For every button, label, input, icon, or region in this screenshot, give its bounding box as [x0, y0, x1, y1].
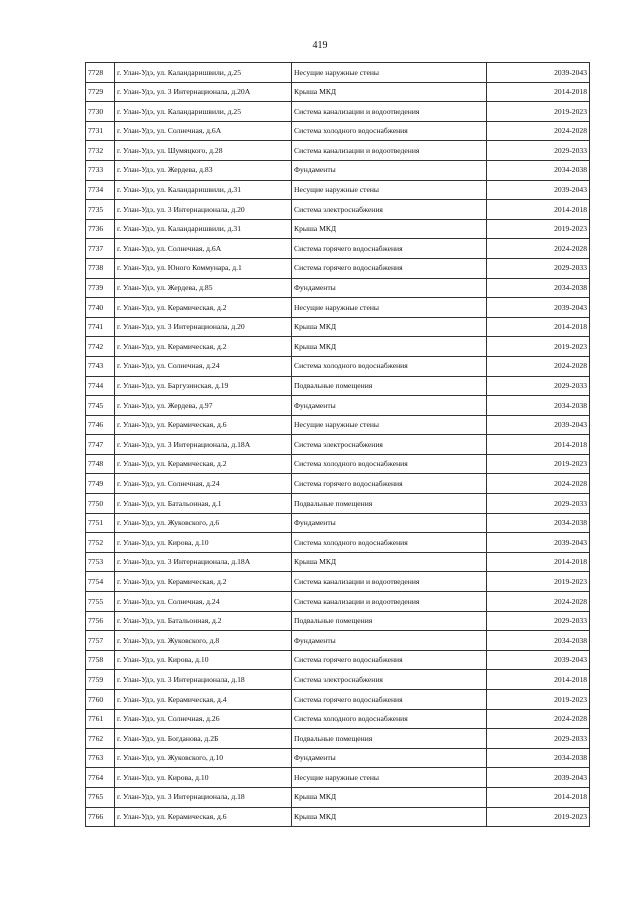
structural-element-cell: Крыша МКД: [292, 807, 487, 827]
structural-element-cell: Крыша МКД: [292, 552, 487, 572]
row-number-cell: 7757: [86, 631, 115, 651]
repair-period-cell: 2024-2028: [487, 121, 590, 141]
table-row: [86, 415, 590, 435]
address-cell: г. Улан-Удэ, ул. 3 Интернационала, д.18: [115, 670, 292, 690]
structural-element-cell: Фундаменты: [292, 513, 487, 533]
row-number-cell: 7758: [86, 650, 115, 670]
repair-period-cell: 2024-2028: [487, 356, 590, 376]
table-row: [86, 454, 590, 474]
repair-period-cell: 2034-2038: [487, 160, 590, 180]
table-row: [86, 278, 590, 298]
structural-element-cell: Система холодного водоснабжения: [292, 121, 487, 141]
repair-period-cell: 2034-2038: [487, 631, 590, 651]
structural-element-cell: Несущие наружные стены: [292, 768, 487, 788]
structural-element-cell: Несущие наружные стены: [292, 63, 487, 83]
row-number-cell: 7731: [86, 121, 115, 141]
table-row: [86, 807, 590, 827]
address-cell: г. Улан-Удэ, ул. Солнечная, д.24: [115, 592, 292, 612]
repair-period-cell: 2019-2023: [487, 690, 590, 710]
row-number-cell: 7756: [86, 611, 115, 631]
table-row: [86, 298, 590, 318]
address-cell: г. Улан-Удэ, ул. Жуковского, д.8: [115, 631, 292, 651]
table-row: [86, 376, 590, 396]
structural-element-cell: Система холодного водоснабжения: [292, 454, 487, 474]
repair-period-cell: 2029-2033: [487, 729, 590, 749]
structural-element-cell: Система холодного водоснабжения: [292, 709, 487, 729]
repair-period-cell: 2039-2043: [487, 650, 590, 670]
table-row: [86, 317, 590, 337]
repair-period-cell: 2019-2023: [487, 807, 590, 827]
table-row: [86, 533, 590, 553]
repair-period-cell: 2019-2023: [487, 572, 590, 592]
row-number-cell: 7753: [86, 552, 115, 572]
structural-element-cell: Система канализации и водоотведения: [292, 572, 487, 592]
table-row: [86, 356, 590, 376]
row-number-cell: 7737: [86, 239, 115, 259]
repair-period-cell: 2014-2018: [487, 552, 590, 572]
row-number-cell: 7741: [86, 317, 115, 337]
row-number-cell: 7759: [86, 670, 115, 690]
repair-period-cell: 2029-2033: [487, 376, 590, 396]
table-row: [86, 748, 590, 768]
address-cell: г. Улан-Удэ, ул. Солнечная, д.6А: [115, 121, 292, 141]
repair-period-cell: 2024-2028: [487, 474, 590, 494]
repair-period-cell: 2024-2028: [487, 592, 590, 612]
table-row: [86, 494, 590, 514]
table-row: [86, 592, 590, 612]
repair-period-cell: 2029-2033: [487, 611, 590, 631]
structural-element-cell: Крыша МКД: [292, 787, 487, 807]
table-row: [86, 709, 590, 729]
row-number-cell: 7744: [86, 376, 115, 396]
repair-period-cell: 2019-2023: [487, 102, 590, 122]
structural-element-cell: Система электроснабжения: [292, 200, 487, 220]
row-number-cell: 7728: [86, 63, 115, 83]
row-number-cell: 7738: [86, 258, 115, 278]
structural-element-cell: Система горячего водоснабжения: [292, 690, 487, 710]
table-row: [86, 239, 590, 259]
table-row: [86, 180, 590, 200]
address-cell: г. Улан-Удэ, ул. Жердева, д.83: [115, 160, 292, 180]
address-cell: г. Улан-Удэ, ул. Кирова, д.10: [115, 533, 292, 553]
table-row: [86, 768, 590, 788]
structural-element-cell: Несущие наружные стены: [292, 415, 487, 435]
repair-period-cell: 2039-2043: [487, 63, 590, 83]
row-number-cell: 7736: [86, 219, 115, 239]
row-number-cell: 7762: [86, 729, 115, 749]
address-cell: г. Улан-Удэ, ул. Керамическая, д.2: [115, 572, 292, 592]
repair-period-cell: 2029-2033: [487, 258, 590, 278]
address-cell: г. Улан-Удэ, ул. Каландаришвили, д.25: [115, 102, 292, 122]
address-cell: г. Улан-Удэ, ул. Юного Коммунара, д.1: [115, 258, 292, 278]
structural-element-cell: Система канализации и водоотведения: [292, 102, 487, 122]
row-number-cell: 7745: [86, 396, 115, 416]
address-cell: г. Улан-Удэ, ул. Шумяцкого, д.28: [115, 141, 292, 161]
row-number-cell: 7732: [86, 141, 115, 161]
address-cell: г. Улан-Удэ, ул. Каландаришвили, д.25: [115, 63, 292, 83]
table-row: [86, 690, 590, 710]
row-number-cell: 7764: [86, 768, 115, 788]
repair-period-cell: 2014-2018: [487, 82, 590, 102]
repair-period-cell: 2039-2043: [487, 298, 590, 318]
address-cell: г. Улан-Удэ, ул. Кирова, д.10: [115, 768, 292, 788]
repair-period-cell: 2014-2018: [487, 200, 590, 220]
structural-element-cell: Подвальные помещения: [292, 494, 487, 514]
row-number-cell: 7748: [86, 454, 115, 474]
repair-period-cell: 2014-2018: [487, 787, 590, 807]
table-row: [86, 513, 590, 533]
row-number-cell: 7743: [86, 356, 115, 376]
address-cell: г. Улан-Удэ, ул. Кирова, д.10: [115, 650, 292, 670]
row-number-cell: 7751: [86, 513, 115, 533]
repair-period-cell: 2034-2038: [487, 748, 590, 768]
repair-period-cell: 2014-2018: [487, 670, 590, 690]
row-number-cell: 7750: [86, 494, 115, 514]
structural-element-cell: Подвальные помещения: [292, 611, 487, 631]
address-cell: г. Улан-Удэ, ул. 3 Интернационала, д.18А: [115, 435, 292, 455]
registry-table: [85, 62, 590, 827]
row-number-cell: 7742: [86, 337, 115, 357]
row-number-cell: 7733: [86, 160, 115, 180]
address-cell: г. Улан-Удэ, ул. Батальонная, д.1: [115, 494, 292, 514]
table-row: [86, 63, 590, 83]
repair-period-cell: 2029-2033: [487, 141, 590, 161]
structural-element-cell: Фундаменты: [292, 631, 487, 651]
structural-element-cell: Фундаменты: [292, 278, 487, 298]
table-row: [86, 219, 590, 239]
row-number-cell: 7746: [86, 415, 115, 435]
repair-period-cell: 2014-2018: [487, 435, 590, 455]
structural-element-cell: Система горячего водоснабжения: [292, 650, 487, 670]
row-number-cell: 7752: [86, 533, 115, 553]
address-cell: г. Улан-Удэ, ул. Солнечная, д.26: [115, 709, 292, 729]
structural-element-cell: Система канализации и водоотведения: [292, 141, 487, 161]
table-row: [86, 552, 590, 572]
row-number-cell: 7765: [86, 787, 115, 807]
structural-element-cell: Система электроснабжения: [292, 670, 487, 690]
table-row: [86, 102, 590, 122]
repair-period-cell: 2024-2028: [487, 239, 590, 259]
table-row: [86, 435, 590, 455]
structural-element-cell: Несущие наружные стены: [292, 180, 487, 200]
row-number-cell: 7761: [86, 709, 115, 729]
table-row: [86, 729, 590, 749]
row-number-cell: 7760: [86, 690, 115, 710]
repair-period-cell: 2039-2043: [487, 415, 590, 435]
row-number-cell: 7729: [86, 82, 115, 102]
address-cell: г. Улан-Удэ, ул. Жуковского, д.10: [115, 748, 292, 768]
row-number-cell: 7749: [86, 474, 115, 494]
address-cell: г. Улан-Удэ, ул. 3 Интернационала, д.20: [115, 200, 292, 220]
repair-period-cell: 2039-2043: [487, 768, 590, 788]
structural-element-cell: Крыша МКД: [292, 317, 487, 337]
structural-element-cell: Подвальные помещения: [292, 729, 487, 749]
address-cell: г. Улан-Удэ, ул. Керамическая, д.6: [115, 415, 292, 435]
structural-element-cell: Крыша МКД: [292, 82, 487, 102]
repair-period-cell: 2019-2023: [487, 219, 590, 239]
row-number-cell: 7740: [86, 298, 115, 318]
structural-element-cell: Крыша МКД: [292, 337, 487, 357]
row-number-cell: 7747: [86, 435, 115, 455]
address-cell: г. Улан-Удэ, ул. Керамическая, д.2: [115, 337, 292, 357]
table-row: [86, 631, 590, 651]
table-row: [86, 200, 590, 220]
table-row: [86, 121, 590, 141]
row-number-cell: 7734: [86, 180, 115, 200]
row-number-cell: 7735: [86, 200, 115, 220]
table-row: [86, 258, 590, 278]
registry-table-body: [86, 63, 590, 827]
address-cell: г. Улан-Удэ, ул. Керамическая, д.2: [115, 454, 292, 474]
address-cell: г. Улан-Удэ, ул. Солнечная, д.24: [115, 356, 292, 376]
structural-element-cell: Система электроснабжения: [292, 435, 487, 455]
address-cell: г. Улан-Удэ, ул. Каландаришвили, д.31: [115, 180, 292, 200]
table-row: [86, 337, 590, 357]
address-cell: г. Улан-Удэ, ул. Солнечная, д.24: [115, 474, 292, 494]
table-row: [86, 474, 590, 494]
row-number-cell: 7739: [86, 278, 115, 298]
address-cell: г. Улан-Удэ, ул. Жердева, д.97: [115, 396, 292, 416]
repair-period-cell: 2039-2043: [487, 180, 590, 200]
address-cell: г. Улан-Удэ, ул. Батальонная, д.2: [115, 611, 292, 631]
address-cell: г. Улан-Удэ, ул. Керамическая, д.6: [115, 807, 292, 827]
page-number: 419: [312, 40, 328, 51]
row-number-cell: 7730: [86, 102, 115, 122]
structural-element-cell: Система канализации и водоотведения: [292, 592, 487, 612]
address-cell: г. Улан-Удэ, ул. Баргузинская, д.19: [115, 376, 292, 396]
address-cell: г. Улан-Удэ, ул. Керамическая, д.2: [115, 298, 292, 318]
address-cell: г. Улан-Удэ, ул. 3 Интернационала, д.18А: [115, 552, 292, 572]
structural-element-cell: Фундаменты: [292, 748, 487, 768]
address-cell: г. Улан-Удэ, ул. 3 Интернационала, д.20А: [115, 82, 292, 102]
repair-period-cell: 2024-2028: [487, 709, 590, 729]
structural-element-cell: Система холодного водоснабжения: [292, 356, 487, 376]
repair-period-cell: 2034-2038: [487, 396, 590, 416]
address-cell: г. Улан-Удэ, ул. 3 Интернационала, д.20: [115, 317, 292, 337]
repair-period-cell: 2034-2038: [487, 513, 590, 533]
structural-element-cell: Система горячего водоснабжения: [292, 239, 487, 259]
address-cell: г. Улан-Удэ, ул. Солнечная, д.6А: [115, 239, 292, 259]
structural-element-cell: Система горячего водоснабжения: [292, 258, 487, 278]
structural-element-cell: Подвальные помещения: [292, 376, 487, 396]
repair-period-cell: 2034-2038: [487, 278, 590, 298]
row-number-cell: 7754: [86, 572, 115, 592]
repair-period-cell: 2019-2023: [487, 337, 590, 357]
address-cell: г. Улан-Удэ, ул. Каландаришвили, д.31: [115, 219, 292, 239]
repair-period-cell: 2014-2018: [487, 317, 590, 337]
structural-element-cell: Несущие наружные стены: [292, 298, 487, 318]
structural-element-cell: Крыша МКД: [292, 219, 487, 239]
address-cell: г. Улан-Удэ, ул. 3 Интернационала, д.18: [115, 787, 292, 807]
table-row: [86, 650, 590, 670]
structural-element-cell: Фундаменты: [292, 160, 487, 180]
table-row: [86, 141, 590, 161]
table-row: [86, 572, 590, 592]
repair-period-cell: 2019-2023: [487, 454, 590, 474]
address-cell: г. Улан-Удэ, ул. Богданова, д.2Б: [115, 729, 292, 749]
table-row: [86, 611, 590, 631]
table-row: [86, 160, 590, 180]
table-row: [86, 670, 590, 690]
row-number-cell: 7763: [86, 748, 115, 768]
table-row: [86, 82, 590, 102]
row-number-cell: 7766: [86, 807, 115, 827]
address-cell: г. Улан-Удэ, ул. Жердева, д.85: [115, 278, 292, 298]
address-cell: г. Улан-Удэ, ул. Жуковского, д.6: [115, 513, 292, 533]
repair-period-cell: 2039-2043: [487, 533, 590, 553]
structural-element-cell: Фундаменты: [292, 396, 487, 416]
row-number-cell: 7755: [86, 592, 115, 612]
structural-element-cell: Система холодного водоснабжения: [292, 533, 487, 553]
address-cell: г. Улан-Удэ, ул. Керамическая, д.4: [115, 690, 292, 710]
repair-period-cell: 2029-2033: [487, 494, 590, 514]
table-row: [86, 396, 590, 416]
structural-element-cell: Система горячего водоснабжения: [292, 474, 487, 494]
table-row: [86, 787, 590, 807]
